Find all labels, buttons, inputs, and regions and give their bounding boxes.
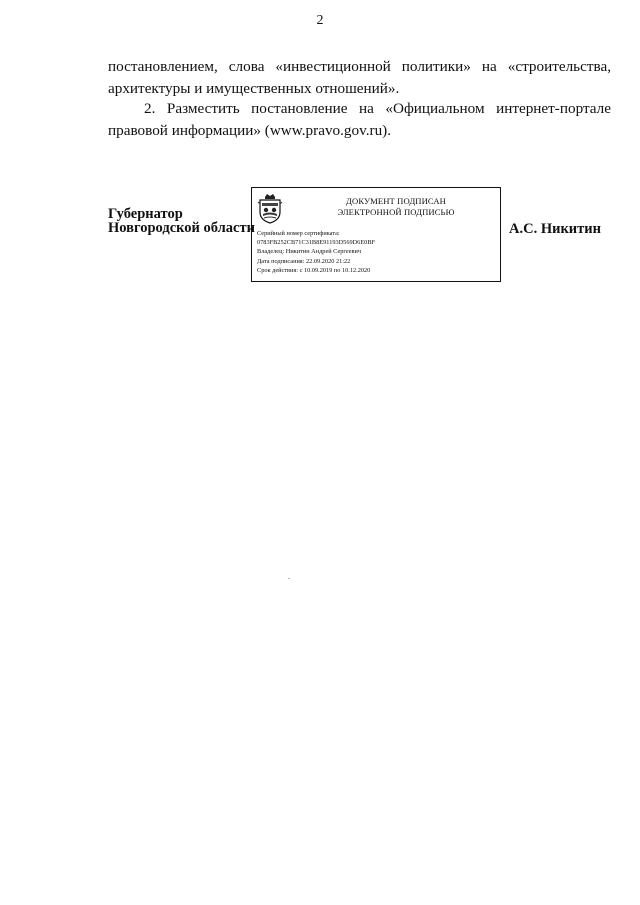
stamp-signed-date: Дата подписания: 22.09.2020 21:22 [257, 257, 351, 265]
novgorod-coat-of-arms-icon [257, 192, 283, 224]
stamp-owner: Владелец: Никитин Андрей Сергеевич [257, 248, 362, 256]
stamp-heading-line-1: ДОКУМЕНТ ПОДПИСАН [346, 196, 446, 206]
stamp-serial-label: Серийный номер сертификата: [257, 230, 340, 237]
signer-position-line-1: Губернатор [108, 206, 183, 222]
scan-speck [288, 578, 290, 579]
stamp-details [257, 229, 497, 275]
stamp-heading [296, 196, 496, 218]
electronic-signature-stamp [251, 187, 501, 282]
signer-position [108, 207, 255, 235]
body-paragraph-2: 2. Разместить постановление на «Официальном интернет-портале правовой информации» (www.pravo.gov.ru). [108, 100, 611, 139]
signer-name: А.С. Никитин [509, 221, 601, 237]
stamp-heading-line-2: ЭЛЕКТРОННОЙ ПОДПИСЬЮ [337, 207, 455, 217]
stamp-validity: Срок действия: с 10.09.2019 по 10.12.2020 [257, 266, 371, 274]
page-number: 2 [316, 13, 324, 28]
signer-position-line-2: Новгородской области [108, 220, 255, 236]
stamp-serial-value: 0783FB252CB71C31B8E91193D569D6E0BF [257, 239, 376, 247]
body-paragraph-1: постановлением, слова «инвестиционной политики» на «строительства, архитектуры и имущественных отношений». [108, 58, 611, 97]
